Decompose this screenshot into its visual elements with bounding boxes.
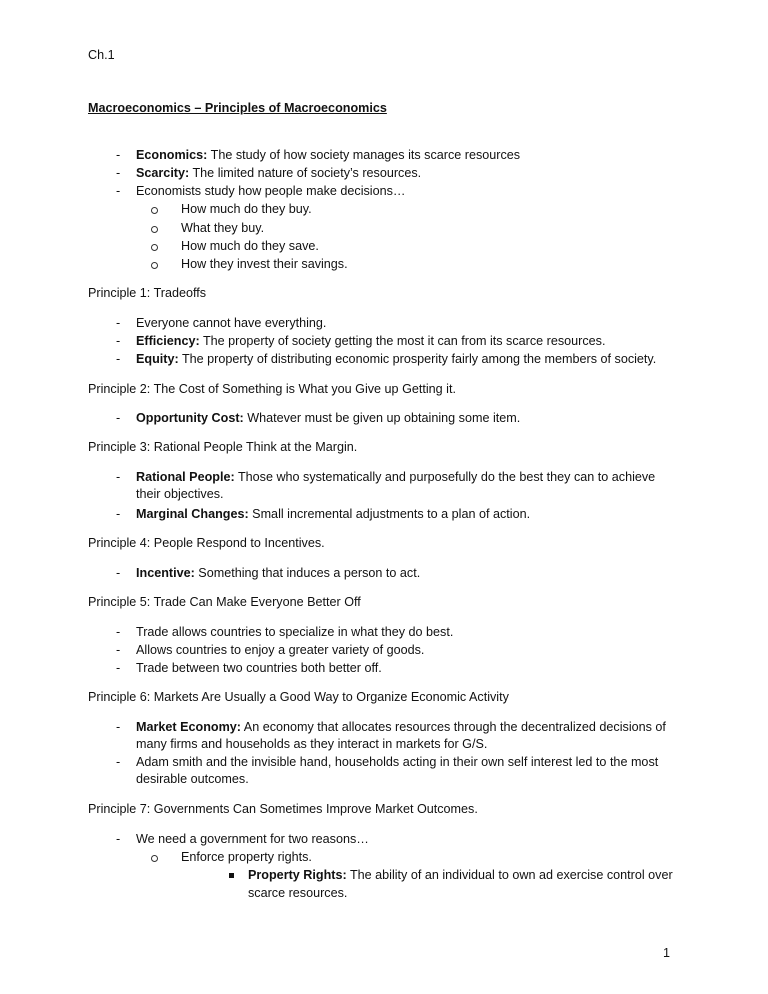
- principle-2-heading: Principle 2: The Cost of Something is What you Give up Getting it.: [88, 382, 456, 396]
- bullet-dash: -: [116, 625, 121, 639]
- principle-7-heading: Principle 7: Governments Can Sometimes Improve Market Outcomes.: [88, 802, 478, 816]
- circle-bullet-icon: [151, 207, 158, 214]
- bullet-dash: -: [116, 148, 121, 162]
- list-item: Efficiency: The property of society getting the most it can from its scarce resources.: [136, 334, 606, 348]
- bullet-dash: -: [116, 566, 121, 580]
- principle-5-heading: Principle 5: Trade Can Make Everyone Better Off: [88, 595, 361, 609]
- bullet-dash: -: [116, 184, 121, 198]
- list-item: Market Economy: An economy that allocates resources through the decentralized decisions of: [136, 720, 666, 734]
- principle-3-heading: Principle 3: Rational People Think at the Margin.: [88, 440, 358, 454]
- bullet-dash: -: [116, 507, 121, 521]
- list-item-continuation: scarce resources.: [248, 886, 348, 900]
- list-item: Everyone cannot have everything.: [136, 316, 327, 330]
- bullet-dash: -: [116, 352, 121, 366]
- list-item: Marginal Changes: Small incremental adjustments to a plan of action.: [136, 507, 531, 521]
- list-item: Adam smith and the invisible hand, households acting in their own self interest led to the most: [136, 755, 659, 769]
- list-item: Trade allows countries to specialize in what they do best.: [136, 625, 454, 639]
- list-item: Allows countries to enjoy a greater variety of goods.: [136, 643, 425, 657]
- circle-bullet-icon: [151, 244, 158, 251]
- bullet-dash: -: [116, 411, 121, 425]
- square-bullet-icon: [229, 873, 234, 878]
- sub-list-item: What they buy.: [181, 221, 265, 235]
- list-item: Economics: The study of how society manages its scarce resources: [136, 148, 521, 162]
- document-title: Macroeconomics – Principles of Macroeconomics: [88, 101, 387, 115]
- list-item: We need a government for two reasons…: [136, 832, 369, 846]
- list-item: Scarcity: The limited nature of society’s resources.: [136, 166, 422, 180]
- bullet-dash: -: [116, 334, 121, 348]
- list-item: Equity: The property of distributing economic prosperity fairly among the members of society.: [136, 352, 657, 366]
- sub-list-item: Enforce property rights.: [181, 850, 312, 864]
- bullet-dash: -: [116, 832, 121, 846]
- list-item: Incentive: Something that induces a person to act.: [136, 566, 421, 580]
- list-item-continuation: desirable outcomes.: [136, 772, 249, 786]
- list-item-continuation: their objectives.: [136, 487, 224, 501]
- sub-sub-list-item: Property Rights: The ability of an individual to own ad exercise control over: [248, 868, 673, 882]
- circle-bullet-icon: [151, 226, 158, 233]
- list-item: Rational People: Those who systematically and purposefully do the best they can to achieve: [136, 470, 656, 484]
- circle-bullet-icon: [151, 855, 158, 862]
- sub-list-item: How they invest their savings.: [181, 257, 348, 271]
- list-item: Trade between two countries both better off.: [136, 661, 382, 675]
- principle-4-heading: Principle 4: People Respond to Incentives.: [88, 536, 325, 550]
- principle-1-heading: Principle 1: Tradeoffs: [88, 286, 207, 300]
- bullet-dash: -: [116, 643, 121, 657]
- bullet-dash: -: [116, 720, 121, 734]
- bullet-dash: -: [116, 166, 121, 180]
- list-item: Economists study how people make decisions…: [136, 184, 406, 198]
- chapter-header: Ch.1: [88, 48, 115, 62]
- page-number: 1: [663, 946, 671, 960]
- principle-6-heading: Principle 6: Markets Are Usually a Good Way to Organize Economic Activity: [88, 690, 509, 704]
- circle-bullet-icon: [151, 262, 158, 269]
- bullet-dash: -: [116, 661, 121, 675]
- list-item: Opportunity Cost: Whatever must be given up obtaining some item.: [136, 411, 521, 425]
- bullet-dash: -: [116, 755, 121, 769]
- sub-list-item: How much do they buy.: [181, 202, 312, 216]
- list-item-continuation: many firms and households as they interact in markets for G/S.: [136, 737, 488, 751]
- bullet-dash: -: [116, 470, 121, 484]
- bullet-dash: -: [116, 316, 121, 330]
- sub-list-item: How much do they save.: [181, 239, 319, 253]
